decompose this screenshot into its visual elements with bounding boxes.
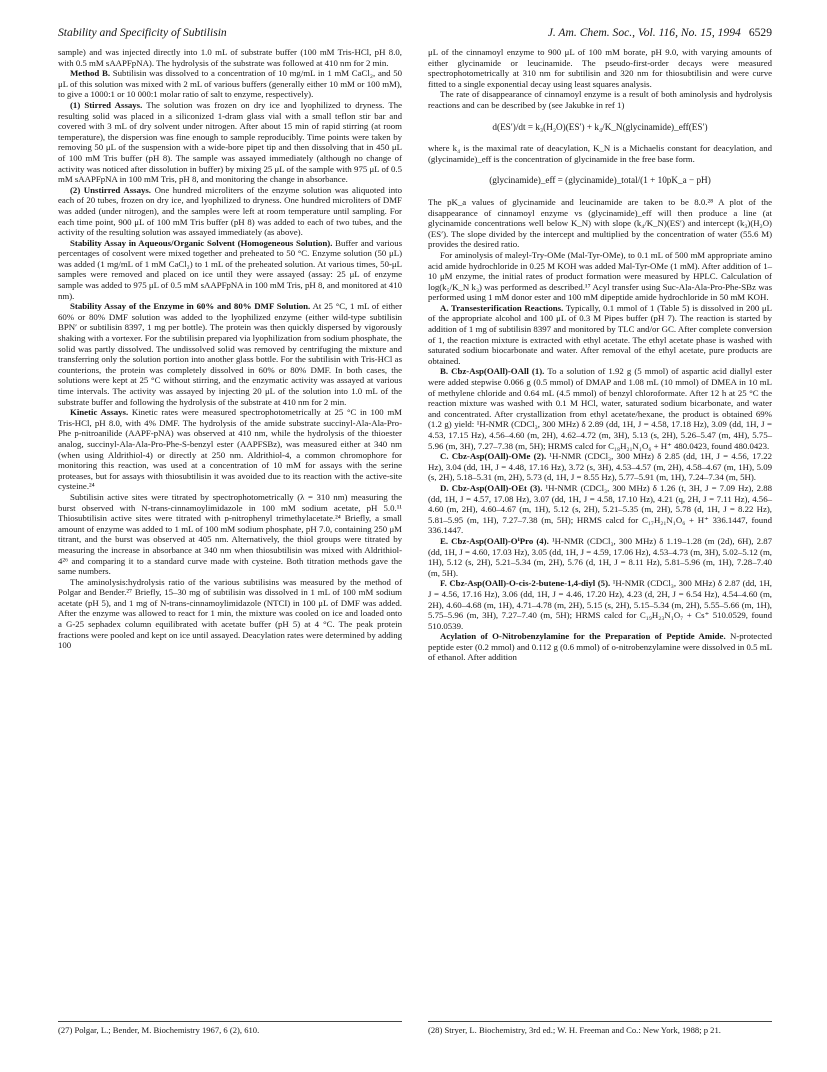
journal-name: J. Am. Chem. Soc., Vol. 116, No. 15, 1994	[547, 26, 741, 39]
paragraph-text: ¹H-NMR (CDCl₃, 300 MHz) δ 2.87 (dd, 1H, J = 4.56, 17.16 Hz), 3.06 (dd, 1H, J = 4.46, 17.20 Hz), 4.23 (d, 2H, J = 6.54 Hz), 4.54–4.60 (m, 2H), 4.60–4.68 (m, 1H), 4.71–4.78 (m, 2H), 5.15 (s, 2H), 5.15–5.34 (m, 2H), 5.55–5.66 (m, 1H), 5.75–5.96 (m, 3H), 7.27–7.40 (m, 5H); HRMS calcd for C₁₉H₂₃N₁O₇ + Cs⁺ 510.0529, found 510.0539.	[428, 578, 772, 631]
paragraph	[428, 578, 772, 631]
paragraph-text: Buffer and various percentages of cosolvent were mixed together and preheated to 50 °C. Enzyme solution (50 μL) was added (1 mg/mL of 1 mM CaCl₂) to 1 mL of the preheated solution. At various times, 50-μL samples were removed and placed on ice until they were assayed (assay: 25 μL of enzyme sample was added to 975 μL of 0.5 mM sAAPFpNA in 100 mM Tris, pH 8, and monitored at 410 nm).	[58, 237, 403, 301]
footnotes-left	[58, 1021, 402, 1035]
section-heading: (2) Unstirred Assays.	[70, 184, 151, 195]
paragraph	[58, 47, 402, 68]
footnote: (28) Stryer, L. Biochemistry, 3rd ed.; W. H. Freeman and Co.: New York, 1988; p 21.	[428, 1025, 721, 1035]
section-heading: B. Cbz-Asp(OAll)-OAll (1).	[440, 366, 545, 377]
paragraph	[428, 197, 772, 250]
section-heading: Stability Assay of the Enzyme in 60% and 80% DMF Solution.	[70, 301, 311, 312]
paragraph-text: ¹H-NMR (CDCl₃, 300 MHz) δ 1.19–1.28 (m (2d), 6H), 2.87 (dd, 1H, J = 4.60, 17.03 Hz), 3.05 (dd, 1H, J = 4.59, 17.06 Hz), 4.53–4.73 (m, 3H), 5.02–5.12 (m, 1H), 5.12 (s, 2H), 5.21–5.34 (m, 2H), 5.76 (d, 1H, J = 8.11 Hz), 5.81–5.96 (m, 1H), 7.28–7.40 (m, 5H).	[428, 535, 773, 578]
paragraph-text: The aminolysis:hydrolysis ratio of the various subtilisins was measured by the method of Polgar and Bender.²⁷ Briefly, 15–30 mg of subtilisin was dissolved in 1 mL of 100 mM sodium acetate (pH 5), and 1 mg of N-trans-cinnamoylimidazole (NTCI) in 100 μL of DMF was added. After the enzyme was allowed to react for 1 min, the mixture was cooled on ice and loaded onto a G-25 sephadex column equilibrated with acetate buffer (pH 5) at 4 °C. The peak protein fractions were pooled and kept on ice until assayed. Deacylation rates were determined by adding 100	[58, 576, 402, 651]
paragraph-text: To a solution of 1.92 g (5 mmol) of aspartic acid diallyl ester were added stepwise 0.066 g (0.5 mmol) of DMAP and 1.08 mL (10 mmol) of DMEA in 10 mL of methylene chloride and 0.64 mL (4.5 mmol) of benzyl chloroformate. After 12 h at 25 °C the reaction mixture was washed with 0.1 M HCl, water, saturated sodium bicarbonate, and water and concentrated. After crystallization from ethyl acetate/hexane, the product is obtained 69% (1.2 g) yield: ¹H-NMR (CDCl₃, 300 MHz) δ 2.89 (dd, 1H, J = 4.58, 17.18 Hz), 3.09 (dd, 1H, J = 4.53, 17.15 Hz), 4.56–4.60 (m, 2H), 4.62–4.72 (m, 3H), 5.13 (s, 2H), 5.26–5.47 (m, 4H), 5.75–5.96 (m, 3H), 7.27–7.38 (m, 5H); HRMS calcd for C₁₈H₂₁N₁O₆ + H⁺ 480.0423, found 480.0423.	[428, 366, 772, 451]
paragraph-text: sample) and was injected directly into 1.0 mL of substrate buffer (100 mM Tris-HCl, pH 8.0, with 0.5 mM sAAPFpNA). The hydrolysis of the substrate was followed at 410 nm for 2 min.	[58, 47, 402, 68]
paragraph-text: The rate of disappearance of cinnamoyl enzyme is a result of both aminolysis and hydrolysis reactions and can be described by (see Jakubke in ref 1)	[428, 89, 772, 110]
paragraph	[428, 143, 772, 164]
paragraph	[428, 47, 772, 89]
paragraph-text: Subtilisin was dissolved to a concentration of 10 mg/mL in 1 mM CaCl₂, and 50 μL of this solution was mixed with 2 mL of various buffers (generally either 10 mM or 100 mM), to give a 1000:1 or 10 000:1 molar ratio of salt to enzyme, respectively).	[58, 68, 402, 100]
paragraph-text: where k₄ is the maximal rate of deacylation, K_N is a Michaelis constant for deacylation, and (glycinamide)_eff is the concentration of glycinamide in the free base form.	[428, 143, 772, 164]
paragraph-text: ¹H-NMR (CDCl₃, 300 MHz) δ 2.85 (dd, 1H, J = 4.56, 17.22 Hz), 3.04 (dd, 1H, J = 4.48, 17.16 Hz), 3.72 (s, 3H), 4.53–4.57 (m, 2H), 4.58–4.67 (m, 1H), 5.09 (s, 2H), 5.18–5.31 (m, 2H), 5.73 (d, 1H, J = 8.55 Hz), 5.77–5.91 (m, 1H), 7.24–7.34 (m, 5H).	[428, 451, 772, 483]
paragraph	[428, 89, 772, 110]
equation: (glycinamide)_eff = (glycinamide)_total/(1 + 10pK_a − pH)	[489, 175, 711, 186]
left-column	[58, 47, 402, 651]
section-heading: D. Cbz-Asp(OAll)-OEt (3).	[440, 482, 543, 493]
footnote: (27) Polgar, L.; Bender, M. Biochemistry 1967, 6 (2), 610.	[58, 1025, 260, 1035]
paragraph	[58, 100, 402, 185]
paragraph	[428, 250, 772, 303]
section-heading: Stability Assay in Aqueous/Organic Solvent (Homogeneous Solution).	[70, 237, 333, 248]
paragraph-text: The solution was frozen on dry ice and lyophilized to dryness. The resulting solid was placed in a siliconized 1-dram glass vial with a small teflon stir bar and covered with 3 mL of dry solvent under nitrogen. After about 15 min of rapid stirring (at room temperature), the dispersion was fine enough to sample reproducibly. Time points were taken by removing 50 μL of the suspension with a wide-bore pipet tip and then dissolving that in 450 μL of 100 mM Tris buffer (pH 8). The sample was assayed immediately (although no change of activity was noticed after dissolution in buffer) by mixing 25 μL of the sample with 975 μL of 0.5 mM sAAPFpNA in 100 mM Tris, pH 8, and monitoring the change in absorbance.	[58, 99, 403, 185]
paragraph-text: Subtilisin active sites were titrated by spectrophotometrically (λ = 310 nm) measuring the burst observed with N-trans-cinnamoylimidazole in 100 mM sodium acetate, pH 5.0.¹¹ Thiosubtilisin active sites were titrated with p-nitrophenyl trimethylacetate.²⁴ Briefly, a small amount of enzyme was added to 1 mL of 100 mM sodium phosphate, pH 7.0, containing 250 μM titrant, and the burst was observed at 405 nm. Alternatively, the thiol groups were titrated by measuring the increase in absorbance at 340 nm when thiosubtilisin was mixed with Aldrithiol-4²⁶ and comparing it to a standard curve made with cysteine. Both titration methods gave the same numbers.	[58, 491, 402, 577]
paragraph	[428, 631, 772, 663]
paragraph-text: One hundred microliters of the enzyme solution was aliquoted into each of 20 tubes, frozen on dry ice, and lyophilized to dryness. One hundred microliters of DMF was added (under nitrogen), and the samples were left at room temperature until sampling. For each time point, 900 μL of 100 mM Tris buffer (pH 8) was added to each of two tubes, and the activity of the resulting solution was assayed immediately (as above).	[58, 184, 403, 238]
running-title: Stability and Specificity of Subtilisin	[58, 26, 227, 39]
paragraph	[428, 366, 772, 451]
section-heading: F. Cbz-Asp(OAll)-O-cis-2-butene-1,4-diyl (5).	[440, 578, 611, 589]
paragraph-text: For aminolysis of maleyl-Try-OMe (Mal-Tyr-OMe), to 0.1 mL of 500 mM appropriate amino acid amide hydrochloride in 0.25 M KOH was added Mal-Tyr-OMe (1 mM). After addition of 1–10 μM enzyme, the initial rates of product formation were measured by HPLC. Calculation of log(k₅/K_N k₃) was performed as described.¹⁷ Acyl transfer using Suc-Ala-Ala-Pro-Phe-SBz was performed using 1 mM donor ester and 100 mM dipeptide amide hydrochloride in 50 mM KOH.	[428, 249, 772, 303]
section-heading: (1) Stirred Assays.	[70, 99, 143, 110]
section-heading: Kinetic Assays.	[70, 407, 129, 418]
paragraph-text: N-protected peptide ester (0.2 mmol) and 0.112 g (0.6 mmol) of o-nitrobenzylamine were dissolved in 0.5 mL of ethanol. After addition	[428, 631, 772, 663]
footnotes-right	[428, 1021, 772, 1035]
paragraph	[58, 238, 402, 302]
section-heading: Method B.	[70, 68, 111, 79]
section-heading: C. Cbz-Asp(OAll)-OMe (2).	[440, 451, 547, 462]
page-number: 6529	[748, 26, 772, 39]
paragraph	[428, 303, 772, 367]
paragraph-text: ¹H-NMR (CDCl₃, 300 MHz) δ 1.26 (t, 3H, J = 7.09 Hz), 2.88 (dd, 1H, J = 4.57, 17.08 Hz), 3.07 (dd, 1H, J = 4.58, 17.10 Hz), 4.21 (q, 2H, J = 7.11 Hz), 4.56–4.60 (m, 2H), 4.60–4.67 (m, 1H), 5.12 (s, 2H), 5.21–5.35 (m, 2H), 5.78 (d, 1H, J = 8.22 Hz), 5.81–5.95 (m, 1H), 7.27–7.38 (m, 5H); HRMS calcd for C₁₇H₂₁N₁O₆ + H⁺ 336.1447, found 336.1447.	[428, 482, 773, 536]
paragraph	[428, 536, 772, 578]
section-heading: A. Transesterification Reactions.	[440, 302, 564, 313]
paragraph-text: At 25 °C, 1 mL of either 60% or 80% DMF solution was added to the lyophilized enzyme (either wild-type subtilisin BPN′ or subtilisin 8397, 1 mg per bottle). The protein was then quickly dispersed by vigorously shaking with a vortexer. For the subtilisin prepared via lyophilization from sodium phosphate, the solid was partly dissolved. The undissolved solid was removed by centrifuging the mixture and transferring only the solution portion into another glass bottle. For the subtilisin with Tris-HCl as counterions, the protein was completely dissolved in 60% or 80% DMF. In both cases, the solutions were kept at 25 °C without stirring, and the enzymatic activity was assayed at various time intervals. The activity was assayed by injecting 20 μL of the solution into 1.0 mL of the substrate buffer and following the hydrolysis of the substrate at 410 nm for 2 min.	[58, 301, 403, 407]
paragraph	[58, 185, 402, 238]
right-column	[428, 47, 772, 663]
paragraph	[58, 407, 402, 492]
section-heading: Acylation of O-Nitrobenzylamine for the Preparation of Peptide Amide.	[440, 631, 726, 642]
running-header	[58, 26, 772, 44]
paragraph	[58, 68, 402, 100]
paragraph	[58, 577, 402, 651]
paragraph-text: μL of the cinnamoyl enzyme to 900 μL of 100 mM borate, pH 9.0, with varying amounts of either glycinamide or leucinamide. The pseudo-first-order decays were measured spectrophotometrically at 310 nm for subtilisin and 320 nm for thiosubtilisin and were curve fitted to a single exponential decay using least squares analysis.	[428, 47, 772, 89]
paragraph	[58, 492, 402, 577]
journal-citation	[548, 26, 772, 39]
section-heading: E. Cbz-Asp(OAll)-OⁱPro (4).	[440, 535, 549, 546]
paragraph-text: Kinetic rates were measured spectrophotometrically at 25 °C in 100 mM Tris-HCl, pH 8.0, with 4% DMF. The hydrolysis of the amide substrate succinyl-Ala-Ala-Pro-Phe p-nitroanilide (AAPF-pNA) was observed at 410 nm, while the hydrolysis of the thioester analog, succinyl-Ala-Ala-Pro-Phe-S-benzyl ester (AAPFSBz), was measured either at 340 nm (when using Aldrithiol-4) or directly at 250 nm. Aldrithiol-4, a common chromophore for monitoring this reaction, was used at a concentration of 10 mM for assays with the serine proteases, but for assays with thiosubtilisin it was avoided due to its reaction with the active-site cysteine.²⁴	[58, 407, 402, 492]
paragraph	[58, 301, 402, 407]
paragraph-text: The pK_a values of glycinamide and leucinamide are taken to be 8.0.²⁸ A plot of the disappearance of cinnamoyl enzyme vs (glycinamide)_eff will then produce a line (at glycinamide concentrations well below K_N) with slope (k₄/K_N)(ES′) and intercept (k₃)(H₂O)(ES′). The slope divided by the intercept and multiplied by the concentration of water (55.6 M) provides the desired ratio.	[428, 196, 772, 250]
paragraph	[428, 451, 772, 483]
footnote-rule	[58, 1021, 402, 1022]
paragraph-text: Typically, 0.1 mmol of 1 (Table 5) is dissolved in 200 μL of the appropriate alcohol and 100 μL of 0.3 M Pipes buffer (pH 7). The reaction is started by addition of 1 mg of subtilisin 8397 and monitored by TLC and/or GC. After complete conversion of 1, the reaction mixture is extracted with ethyl acetate. The ethyl acetate phase is washed with saturated sodium biocarbonate and water. After removal of the ethyl acetate, pure products are obtained.	[428, 302, 772, 366]
paragraph	[428, 483, 772, 536]
footnote-rule	[428, 1021, 772, 1022]
equation: d(ES′)/dt = k₃(H₂O)(ES′) + k₄/K_N(glycinamide)_eff(ES′)	[492, 121, 708, 132]
